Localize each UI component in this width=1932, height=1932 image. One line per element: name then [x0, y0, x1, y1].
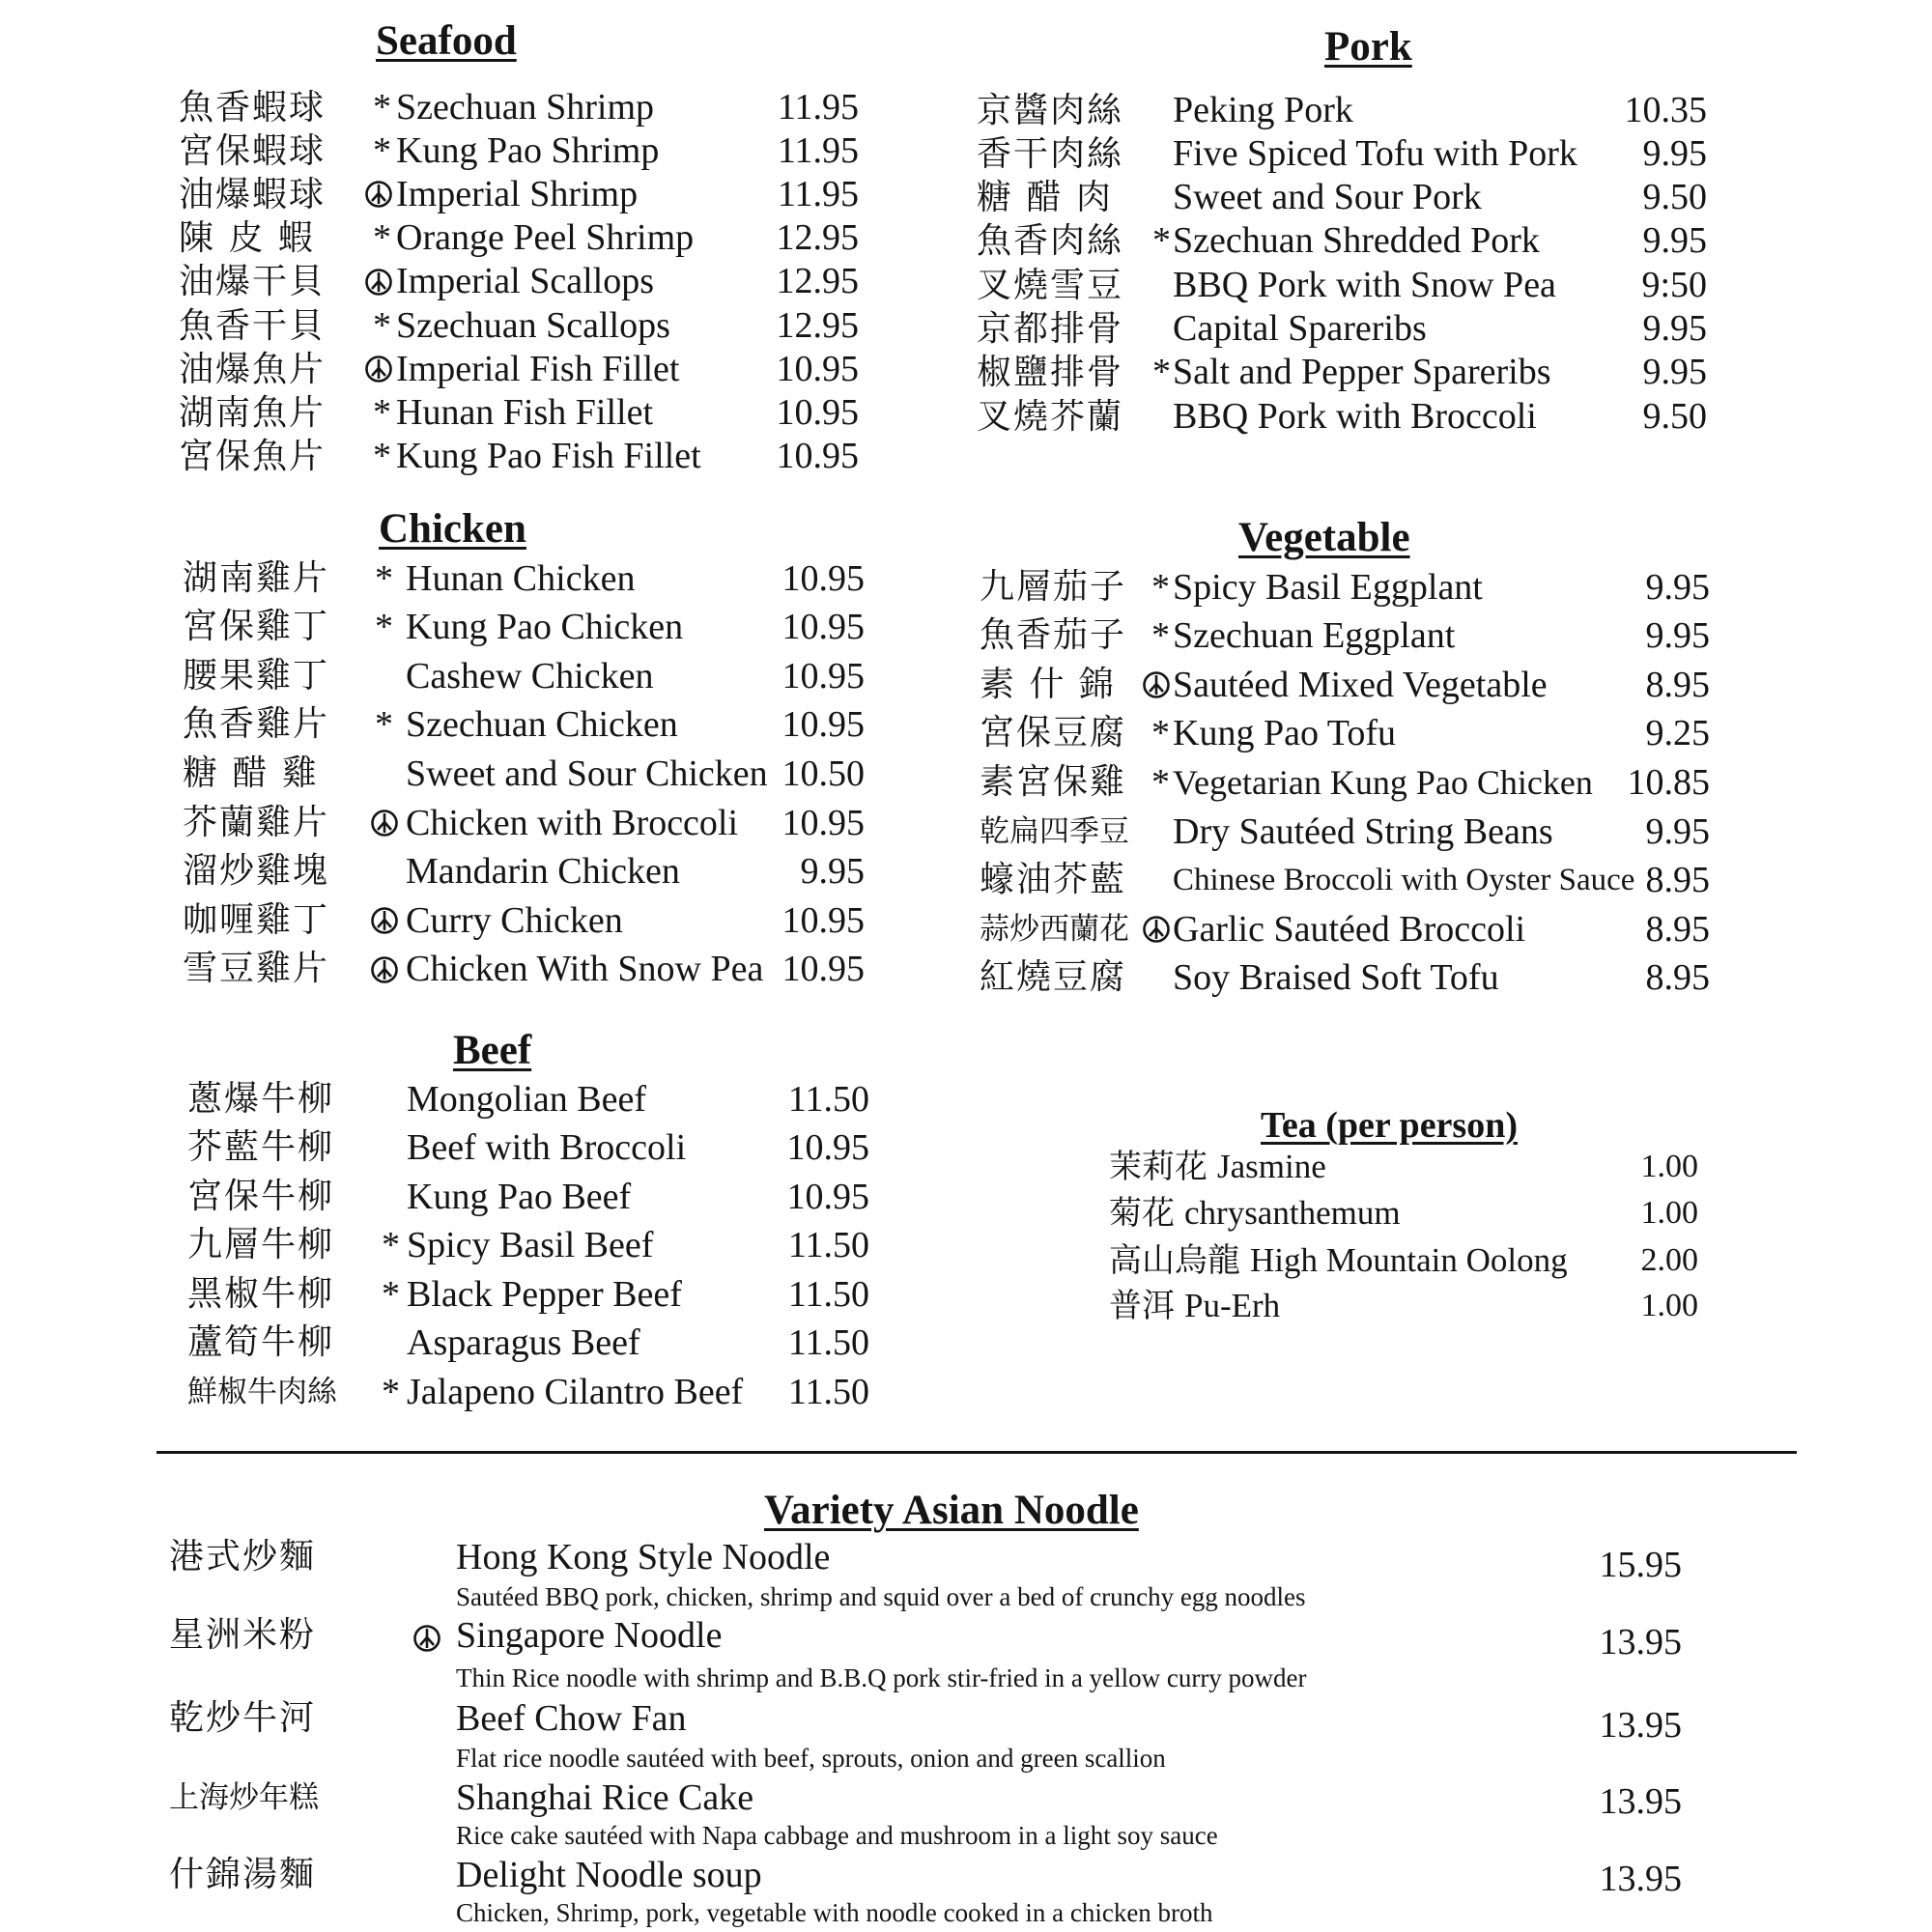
- item-price: 10.95: [776, 391, 859, 433]
- item-description: Rice cake sautéed with Napa cabbage and mushroom in a light soy sauce: [456, 1821, 1218, 1850]
- item-price: 15.95: [1599, 1545, 1682, 1585]
- spicy-mark: *: [1151, 761, 1170, 803]
- chinese-name: 湖南魚片: [179, 392, 327, 433]
- chinese-name: 宮保蝦球: [179, 130, 327, 171]
- chinese-name: 京醬肉絲: [977, 90, 1124, 130]
- item-name: Salt and Pepper Spareribs: [1173, 352, 1551, 393]
- chinese-name: 糖 醋 雞: [183, 753, 319, 793]
- item-price: 10.95: [776, 436, 859, 477]
- spicy-mark: *: [1151, 713, 1170, 754]
- noodle-heading: Variety Asian Noodle: [764, 1488, 1139, 1533]
- chinese-name: 蔥爆牛柳: [187, 1078, 335, 1119]
- item-price: 11.95: [777, 173, 859, 214]
- chinese-name: 宮保牛柳: [187, 1176, 335, 1216]
- item-name: Szechuan Shredded Pork: [1173, 220, 1540, 262]
- chinese-name: 椒鹽排骨: [977, 353, 1124, 393]
- spicy-mark: *: [373, 129, 391, 171]
- chinese-name: 湖南雞片: [183, 557, 330, 598]
- circled-symbol-icon: [412, 1624, 441, 1653]
- item-name: Imperial Fish Fillet: [396, 348, 680, 389]
- item-price: 10.95: [781, 802, 865, 843]
- circled-symbol-icon: [364, 268, 393, 297]
- item-name: Kung Pao Tofu: [1173, 713, 1396, 754]
- item-price: 8.95: [1645, 860, 1710, 901]
- item-name: Szechuan Scallops: [396, 304, 670, 346]
- item-price: 9.25: [1645, 713, 1710, 754]
- chinese-name: 上海炒年糕: [169, 1780, 319, 1815]
- item-name: Hunan Chicken: [406, 557, 636, 599]
- chinese-name: 溜炒雞塊: [183, 851, 330, 892]
- item-name: Asparagus Beef: [407, 1322, 640, 1363]
- circled-symbol-icon: [1142, 670, 1171, 699]
- item-name: Hunan Fish Fillet: [396, 391, 654, 433]
- chinese-name: 黑椒牛柳: [187, 1273, 335, 1314]
- item-name: Shanghai Rice Cake: [456, 1777, 754, 1818]
- chinese-name: 咖喱雞丁: [183, 899, 330, 940]
- item-price: 9.95: [1642, 308, 1707, 349]
- chinese-name: 乾炒牛河: [169, 1698, 317, 1738]
- chinese-name: 油爆蝦球: [179, 174, 327, 214]
- item-name: Kung Pao Shrimp: [396, 129, 660, 171]
- chinese-name: 陳 皮 蝦: [179, 218, 315, 259]
- item-name: Dry Sautéed String Beans: [1173, 810, 1553, 852]
- item-price: 10.95: [786, 1127, 869, 1168]
- chinese-name: 魚香蝦球: [179, 87, 327, 128]
- seafood-heading: Seafood: [376, 18, 517, 64]
- spicy-mark: *: [1151, 566, 1170, 608]
- spicy-mark: *: [1152, 352, 1171, 393]
- spicy-mark: *: [373, 436, 391, 477]
- chinese-name: 香干肉絲: [977, 133, 1124, 174]
- item-price: 8.95: [1645, 664, 1710, 705]
- item-price: 1.00: [1640, 1288, 1698, 1323]
- spicy-mark: *: [382, 1225, 400, 1265]
- item-name: Chicken with Broccoli: [406, 802, 739, 843]
- item-name: Szechuan Eggplant: [1173, 615, 1456, 657]
- item-name: Szechuan Shrimp: [396, 86, 655, 128]
- item-price: 10.85: [1627, 761, 1710, 803]
- spicy-mark: *: [375, 607, 393, 648]
- item-price: 8.95: [1645, 908, 1710, 950]
- item-price: 13.95: [1599, 1622, 1682, 1662]
- item-price: 9.95: [1645, 566, 1710, 608]
- chinese-name: 什錦湯麵: [169, 1855, 317, 1894]
- chinese-name: 宮保豆腐: [980, 713, 1127, 753]
- item-name: Garlic Sautéed Broccoli: [1173, 908, 1526, 950]
- item-price: 9.50: [1642, 177, 1707, 218]
- chinese-name: 魚香雞片: [183, 704, 330, 745]
- item-name: Sautéed Mixed Vegetable: [1173, 664, 1548, 705]
- spicy-mark: *: [373, 217, 391, 259]
- item-name: Jalapeno Cilantro Beef: [407, 1371, 744, 1412]
- item-name: Beef with Broccoli: [407, 1127, 687, 1168]
- chinese-name: 蠔油芥藍: [980, 860, 1127, 900]
- chinese-name: 蒜炒西蘭花: [980, 911, 1129, 947]
- item-name: Curry Chicken: [406, 899, 623, 941]
- item-price: 9:50: [1641, 264, 1707, 305]
- chinese-name: 素宮保雞: [980, 761, 1127, 802]
- beef-item-row: [0, 1075, 869, 1124]
- item-price: 10.95: [776, 348, 859, 389]
- item-price: 10.95: [781, 704, 865, 746]
- chinese-name: 高山烏龍: [1109, 1241, 1240, 1280]
- chinese-name: 宮保魚片: [179, 437, 327, 477]
- item-price: 11.95: [777, 129, 859, 171]
- item-description: Thin Rice noodle with shrimp and B.B.Q pork stir-fried in a yellow curry powder: [456, 1663, 1307, 1692]
- chinese-name: 紅燒豆腐: [980, 957, 1127, 998]
- item-name: Hong Kong Style Noodle: [456, 1537, 831, 1577]
- item-name: chrysanthemum: [1184, 1194, 1401, 1232]
- item-name: Imperial Scallops: [396, 261, 654, 302]
- circled-symbol-icon: [364, 355, 393, 384]
- item-name: Peking Pork: [1173, 89, 1353, 130]
- chinese-name: 蘆筍牛柳: [187, 1322, 335, 1362]
- spicy-mark: *: [382, 1273, 400, 1315]
- section-divider: [156, 1451, 1797, 1454]
- item-name: Spicy Basil Beef: [407, 1225, 654, 1265]
- circled-symbol-icon: [1142, 915, 1171, 944]
- item-name: Cashew Chicken: [406, 655, 654, 696]
- spicy-mark: *: [375, 704, 393, 746]
- item-price: 10.95: [786, 1176, 869, 1217]
- item-price: 12.95: [776, 304, 859, 346]
- chinese-name: 魚香茄子: [980, 615, 1127, 656]
- item-price: 9.95: [1642, 352, 1707, 393]
- item-description: Chicken, Shrimp, pork, vegetable with noodle cooked in a chicken broth: [456, 1898, 1213, 1927]
- item-name: BBQ Pork with Snow Pea: [1173, 264, 1556, 305]
- item-price: 1.00: [1640, 1149, 1698, 1184]
- item-name: Capital Spareribs: [1173, 308, 1427, 349]
- chinese-name: 魚香干貝: [179, 305, 327, 346]
- item-price: 10.95: [781, 899, 865, 941]
- chinese-name: 芥藍牛柳: [187, 1127, 335, 1167]
- item-name: Vegetarian Kung Pao Chicken: [1173, 762, 1593, 802]
- item-name: Chicken With Snow Pea: [406, 949, 764, 990]
- spicy-mark: *: [373, 86, 391, 128]
- seafood-item-row: [0, 435, 859, 478]
- item-price: 11.50: [787, 1078, 869, 1120]
- chinese-name: 星洲米粉: [169, 1615, 317, 1655]
- item-name: Beef Chow Fan: [456, 1698, 687, 1739]
- chinese-name: 糖 醋 肉: [977, 178, 1113, 218]
- item-name: Soy Braised Soft Tofu: [1173, 957, 1499, 999]
- circled-symbol-icon: [370, 955, 399, 984]
- chinese-name: 九層茄子: [980, 566, 1127, 607]
- circled-symbol-icon: [364, 180, 393, 209]
- chinese-name: 茉莉花: [1109, 1148, 1208, 1186]
- item-price: 11.50: [787, 1225, 869, 1265]
- chinese-name: 芥蘭雞片: [183, 802, 330, 842]
- item-name: Black Pepper Beef: [407, 1273, 682, 1315]
- spicy-mark: *: [375, 557, 393, 599]
- chinese-name: 九層牛柳: [187, 1225, 335, 1264]
- item-price: 12.95: [776, 217, 859, 259]
- item-price: 9.95: [1645, 810, 1710, 852]
- item-price: 9.95: [1642, 220, 1707, 262]
- spicy-mark: *: [1152, 220, 1171, 262]
- chinese-name: 鮮椒牛肉絲: [187, 1374, 337, 1409]
- item-name: Five Spiced Tofu with Pork: [1173, 132, 1577, 174]
- item-name: Kung Pao Fish Fillet: [396, 436, 701, 477]
- item-name: Kung Pao Beef: [407, 1176, 632, 1217]
- item-name: Mandarin Chicken: [406, 851, 680, 893]
- item-name: BBQ Pork with Broccoli: [1173, 395, 1537, 437]
- item-price: 12.95: [776, 261, 859, 302]
- chinese-name: 普洱: [1109, 1287, 1175, 1325]
- item-name: Singapore Noodle: [456, 1615, 723, 1656]
- item-name: Kung Pao Chicken: [406, 607, 684, 648]
- item-price: 9.50: [1642, 395, 1707, 437]
- vegetable-heading: Vegetable: [1238, 515, 1410, 560]
- item-name: Szechuan Chicken: [406, 704, 678, 746]
- item-name: Pu-Erh: [1184, 1287, 1281, 1324]
- item-price: 10.35: [1624, 89, 1707, 130]
- chinese-name: 油爆魚片: [179, 349, 327, 389]
- item-name: Orange Peel Shrimp: [396, 217, 695, 259]
- item-price: 11.50: [787, 1371, 869, 1412]
- chinese-name: 京都排骨: [977, 309, 1124, 349]
- item-price: 2.00: [1640, 1242, 1698, 1278]
- spicy-mark: *: [1151, 615, 1170, 657]
- chinese-name: 雪豆雞片: [183, 949, 330, 989]
- item-name: Sweet and Sour Pork: [1173, 177, 1482, 218]
- item-name: Delight Noodle soup: [456, 1855, 762, 1895]
- chinese-name: 叉燒芥蘭: [977, 396, 1124, 437]
- beef-item-row: [0, 1368, 869, 1417]
- spicy-mark: *: [382, 1371, 400, 1412]
- item-price: 11.95: [777, 86, 859, 128]
- item-name: Jasmine: [1217, 1148, 1326, 1185]
- chinese-name: 油爆干貝: [179, 262, 327, 302]
- circled-symbol-icon: [370, 809, 399, 838]
- item-name: Chinese Broccoli with Oyster Sauce: [1173, 863, 1635, 898]
- item-price: 8.95: [1645, 957, 1710, 999]
- item-name: Imperial Shrimp: [396, 173, 639, 214]
- item-price: 9.95: [1642, 132, 1707, 174]
- spicy-mark: *: [373, 304, 391, 346]
- item-price: 9.95: [800, 851, 865, 893]
- item-description: Flat rice noodle sautéed with beef, sprouts, onion and green scallion: [456, 1744, 1166, 1773]
- item-price: 10.95: [781, 949, 865, 990]
- chinese-name: 港式炒麵: [169, 1537, 317, 1577]
- item-price: 10.50: [781, 753, 865, 794]
- circled-symbol-icon: [370, 906, 399, 935]
- pork-heading: Pork: [1324, 24, 1412, 70]
- tea-heading: Tea (per person): [1261, 1105, 1518, 1146]
- chinese-name: 菊花: [1109, 1194, 1175, 1233]
- item-price: 11.50: [787, 1273, 869, 1315]
- item-price: 11.50: [787, 1322, 869, 1363]
- item-price: 13.95: [1599, 1781, 1682, 1822]
- item-price: 10.95: [781, 607, 865, 648]
- beef-heading: Beef: [453, 1028, 532, 1073]
- item-name: Sweet and Sour Chicken: [406, 753, 768, 794]
- item-price: 13.95: [1599, 1705, 1682, 1746]
- item-price: 10.95: [781, 557, 865, 599]
- chinese-name: 素 什 錦: [980, 664, 1116, 704]
- chicken-heading: Chicken: [379, 506, 526, 552]
- item-price: 9.95: [1645, 615, 1710, 657]
- item-price: 10.95: [781, 655, 865, 696]
- item-name: High Mountain Oolong: [1250, 1241, 1568, 1279]
- item-name: Spicy Basil Eggplant: [1173, 566, 1483, 608]
- chinese-name: 乾扁四季豆: [980, 813, 1129, 849]
- item-description: Sautéed BBQ pork, chicken, shrimp and squid over a bed of crunchy egg noodles: [456, 1582, 1306, 1611]
- chinese-name: 宮保雞丁: [183, 607, 330, 647]
- chinese-name: 腰果雞丁: [183, 655, 330, 696]
- item-price: 1.00: [1640, 1195, 1698, 1231]
- spicy-mark: *: [373, 391, 391, 433]
- item-name: Mongolian Beef: [407, 1078, 647, 1120]
- item-price: 13.95: [1599, 1859, 1682, 1899]
- chinese-name: 叉燒雪豆: [977, 265, 1124, 305]
- chinese-name: 魚香肉絲: [977, 221, 1124, 262]
